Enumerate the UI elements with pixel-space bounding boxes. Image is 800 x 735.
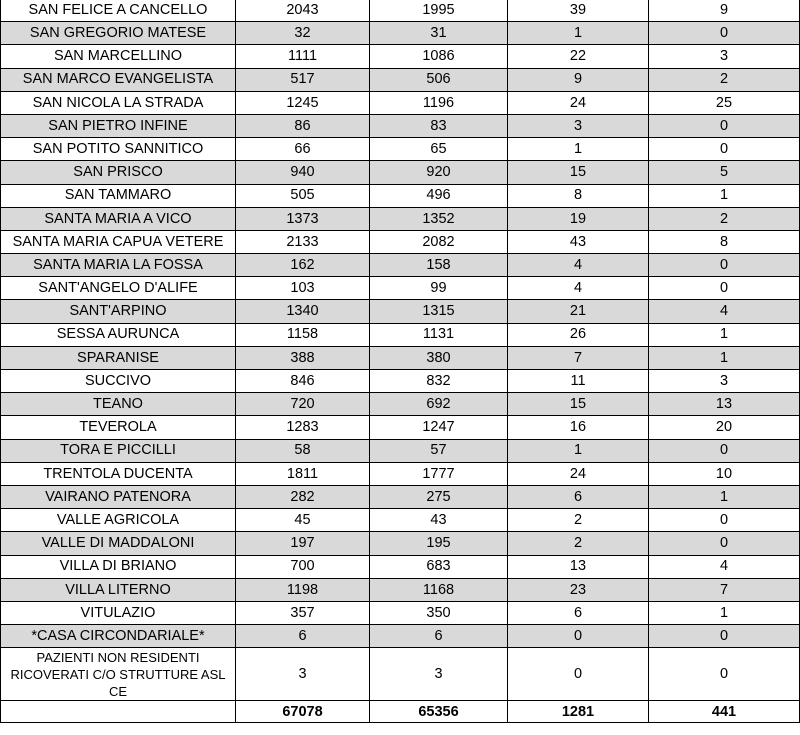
row-name-cell: SAN MARCO EVANGELISTA (1, 68, 236, 91)
row-value-cell-2: 275 (370, 485, 508, 508)
table-row (1, 485, 800, 508)
row-value-cell-4: 0 (649, 254, 800, 277)
row-name-cell: SESSA AURUNCA (1, 323, 236, 346)
table-row (1, 22, 800, 45)
row-value-cell-2: 195 (370, 532, 508, 555)
row-value-cell-3: 0 (508, 648, 649, 701)
row-name-cell: SANT'ARPINO (1, 300, 236, 323)
row-value-cell-2: 57 (370, 439, 508, 462)
row-value-cell-4: 1 (649, 601, 800, 624)
row-value-cell-1: 282 (236, 485, 370, 508)
row-value-cell-3: 6 (508, 601, 649, 624)
row-name-cell: VALLE AGRICOLA (1, 509, 236, 532)
row-value-cell-1: 103 (236, 277, 370, 300)
table-row (1, 509, 800, 532)
table-row (1, 207, 800, 230)
row-value-cell-2: 1352 (370, 207, 508, 230)
row-value-cell-1: 32 (236, 22, 370, 45)
table-row (1, 439, 800, 462)
row-value-cell-3: 9 (508, 68, 649, 91)
row-name-cell: VILLA LITERNO (1, 578, 236, 601)
row-name-cell: VAIRANO PATENORA (1, 485, 236, 508)
row-value-cell-1: 517 (236, 68, 370, 91)
row-value-cell-1: 45 (236, 509, 370, 532)
totals-label-cell (1, 701, 236, 723)
row-value-cell-1: 720 (236, 393, 370, 416)
row-value-cell-2: 692 (370, 393, 508, 416)
total-value-cell-2: 65356 (370, 701, 508, 723)
row-value-cell-2: 683 (370, 555, 508, 578)
row-name-cell: SANT'ANGELO D'ALIFE (1, 277, 236, 300)
row-value-cell-3: 43 (508, 230, 649, 253)
row-value-cell-3: 21 (508, 300, 649, 323)
row-value-cell-4: 0 (649, 509, 800, 532)
table-row (1, 91, 800, 114)
table-row (1, 0, 800, 22)
row-value-cell-3: 3 (508, 114, 649, 137)
row-name-cell: SAN FELICE A CANCELLO (1, 0, 236, 22)
row-name-cell: SAN PIETRO INFINE (1, 114, 236, 137)
table-row (1, 323, 800, 346)
row-value-cell-4: 8 (649, 230, 800, 253)
row-value-cell-1: 1340 (236, 300, 370, 323)
row-value-cell-2: 496 (370, 184, 508, 207)
row-value-cell-3: 15 (508, 161, 649, 184)
row-value-cell-3: 4 (508, 254, 649, 277)
row-value-cell-1: 1158 (236, 323, 370, 346)
row-value-cell-4: 0 (649, 138, 800, 161)
row-name-cell: SANTA MARIA A VICO (1, 207, 236, 230)
row-name-cell: SPARANISE (1, 346, 236, 369)
total-value-cell-3: 1281 (508, 701, 649, 723)
total-value-cell-1: 67078 (236, 701, 370, 723)
row-value-cell-3: 7 (508, 346, 649, 369)
row-value-cell-4: 25 (649, 91, 800, 114)
row-value-cell-1: 700 (236, 555, 370, 578)
row-value-cell-2: 506 (370, 68, 508, 91)
row-value-cell-1: 162 (236, 254, 370, 277)
row-name-cell: VITULAZIO (1, 601, 236, 624)
row-value-cell-3: 0 (508, 625, 649, 648)
row-value-cell-1: 505 (236, 184, 370, 207)
row-value-cell-4: 1 (649, 184, 800, 207)
row-name-cell: TRENTOLA DUCENTA (1, 462, 236, 485)
row-value-cell-1: 2043 (236, 0, 370, 22)
row-value-cell-4: 2 (649, 207, 800, 230)
table-row (1, 532, 800, 555)
row-name-cell: PAZIENTI NON RESIDENTI RICOVERATI C/O STRUTTURE ASL CE (1, 648, 236, 701)
table-row (1, 138, 800, 161)
table-row (1, 161, 800, 184)
table-body (1, 0, 800, 723)
table-row (1, 300, 800, 323)
row-value-cell-3: 22 (508, 45, 649, 68)
row-value-cell-1: 1373 (236, 207, 370, 230)
row-value-cell-1: 846 (236, 370, 370, 393)
row-name-cell: SAN TAMMARO (1, 184, 236, 207)
row-value-cell-2: 158 (370, 254, 508, 277)
row-value-cell-4: 3 (649, 45, 800, 68)
table-row (1, 277, 800, 300)
table-row (1, 68, 800, 91)
row-value-cell-3: 15 (508, 393, 649, 416)
row-value-cell-2: 1995 (370, 0, 508, 22)
row-value-cell-4: 0 (649, 277, 800, 300)
row-value-cell-4: 0 (649, 625, 800, 648)
row-value-cell-3: 2 (508, 509, 649, 532)
row-value-cell-3: 26 (508, 323, 649, 346)
row-name-cell: VALLE DI MADDALONI (1, 532, 236, 555)
row-value-cell-1: 2133 (236, 230, 370, 253)
table-row (1, 346, 800, 369)
row-value-cell-2: 380 (370, 346, 508, 369)
row-name-cell: TEVEROLA (1, 416, 236, 439)
row-value-cell-4: 1 (649, 323, 800, 346)
row-value-cell-2: 1315 (370, 300, 508, 323)
table-row (1, 393, 800, 416)
row-name-cell: SAN MARCELLINO (1, 45, 236, 68)
row-value-cell-2: 3 (370, 648, 508, 701)
row-name-cell: SAN POTITO SANNITICO (1, 138, 236, 161)
row-value-cell-1: 1811 (236, 462, 370, 485)
row-value-cell-4: 5 (649, 161, 800, 184)
row-value-cell-3: 24 (508, 91, 649, 114)
row-value-cell-1: 58 (236, 439, 370, 462)
row-value-cell-1: 66 (236, 138, 370, 161)
row-value-cell-4: 0 (649, 114, 800, 137)
row-value-cell-3: 1 (508, 439, 649, 462)
table-row (1, 601, 800, 624)
row-value-cell-1: 357 (236, 601, 370, 624)
row-value-cell-4: 4 (649, 555, 800, 578)
row-value-cell-2: 1086 (370, 45, 508, 68)
table-row (1, 578, 800, 601)
row-name-cell: TORA E PICCILLI (1, 439, 236, 462)
row-value-cell-4: 13 (649, 393, 800, 416)
row-value-cell-2: 83 (370, 114, 508, 137)
table-row (1, 45, 800, 68)
row-value-cell-2: 1196 (370, 91, 508, 114)
row-name-cell: SAN PRISCO (1, 161, 236, 184)
table-row (1, 370, 800, 393)
row-value-cell-3: 1 (508, 138, 649, 161)
row-name-cell: VILLA DI BRIANO (1, 555, 236, 578)
row-name-cell: SAN NICOLA LA STRADA (1, 91, 236, 114)
row-value-cell-1: 86 (236, 114, 370, 137)
row-name-cell: SAN GREGORIO MATESE (1, 22, 236, 45)
row-value-cell-4: 3 (649, 370, 800, 393)
row-value-cell-1: 197 (236, 532, 370, 555)
row-value-cell-3: 2 (508, 532, 649, 555)
row-value-cell-3: 16 (508, 416, 649, 439)
table-row (1, 114, 800, 137)
row-value-cell-4: 9 (649, 0, 800, 22)
row-value-cell-4: 0 (649, 648, 800, 701)
row-value-cell-3: 4 (508, 277, 649, 300)
row-value-cell-2: 31 (370, 22, 508, 45)
row-value-cell-2: 1168 (370, 578, 508, 601)
row-value-cell-1: 1283 (236, 416, 370, 439)
row-value-cell-2: 350 (370, 601, 508, 624)
row-name-cell: *CASA CIRCONDARIALE* (1, 625, 236, 648)
row-value-cell-2: 920 (370, 161, 508, 184)
row-name-cell: TEANO (1, 393, 236, 416)
table-row (1, 625, 800, 648)
row-value-cell-2: 2082 (370, 230, 508, 253)
row-value-cell-3: 19 (508, 207, 649, 230)
row-name-cell: SUCCIVO (1, 370, 236, 393)
row-value-cell-2: 99 (370, 277, 508, 300)
row-value-cell-4: 1 (649, 346, 800, 369)
total-value-cell-4: 441 (649, 701, 800, 723)
row-name-cell: SANTA MARIA CAPUA VETERE (1, 230, 236, 253)
row-value-cell-1: 1245 (236, 91, 370, 114)
table-row-nonresident (1, 648, 800, 701)
table-row (1, 230, 800, 253)
table-row (1, 462, 800, 485)
row-value-cell-3: 6 (508, 485, 649, 508)
row-value-cell-4: 2 (649, 68, 800, 91)
row-value-cell-1: 388 (236, 346, 370, 369)
row-value-cell-2: 1131 (370, 323, 508, 346)
row-value-cell-2: 65 (370, 138, 508, 161)
row-value-cell-1: 6 (236, 625, 370, 648)
row-value-cell-4: 20 (649, 416, 800, 439)
table-row (1, 416, 800, 439)
row-value-cell-2: 832 (370, 370, 508, 393)
row-value-cell-3: 13 (508, 555, 649, 578)
table-row (1, 184, 800, 207)
row-value-cell-1: 1111 (236, 45, 370, 68)
row-value-cell-3: 1 (508, 22, 649, 45)
row-value-cell-3: 23 (508, 578, 649, 601)
row-value-cell-1: 3 (236, 648, 370, 701)
row-value-cell-3: 24 (508, 462, 649, 485)
row-value-cell-4: 0 (649, 532, 800, 555)
row-value-cell-4: 7 (649, 578, 800, 601)
row-value-cell-2: 43 (370, 509, 508, 532)
row-value-cell-4: 1 (649, 485, 800, 508)
row-value-cell-1: 1198 (236, 578, 370, 601)
row-value-cell-1: 940 (236, 161, 370, 184)
row-value-cell-2: 1777 (370, 462, 508, 485)
row-value-cell-4: 0 (649, 22, 800, 45)
row-value-cell-4: 4 (649, 300, 800, 323)
row-value-cell-3: 39 (508, 0, 649, 22)
table-row (1, 254, 800, 277)
table-row-totals (1, 701, 800, 723)
row-value-cell-3: 11 (508, 370, 649, 393)
row-value-cell-4: 0 (649, 439, 800, 462)
row-name-cell: SANTA MARIA LA FOSSA (1, 254, 236, 277)
row-value-cell-2: 6 (370, 625, 508, 648)
row-value-cell-2: 1247 (370, 416, 508, 439)
row-value-cell-3: 8 (508, 184, 649, 207)
row-value-cell-4: 10 (649, 462, 800, 485)
table-row (1, 555, 800, 578)
